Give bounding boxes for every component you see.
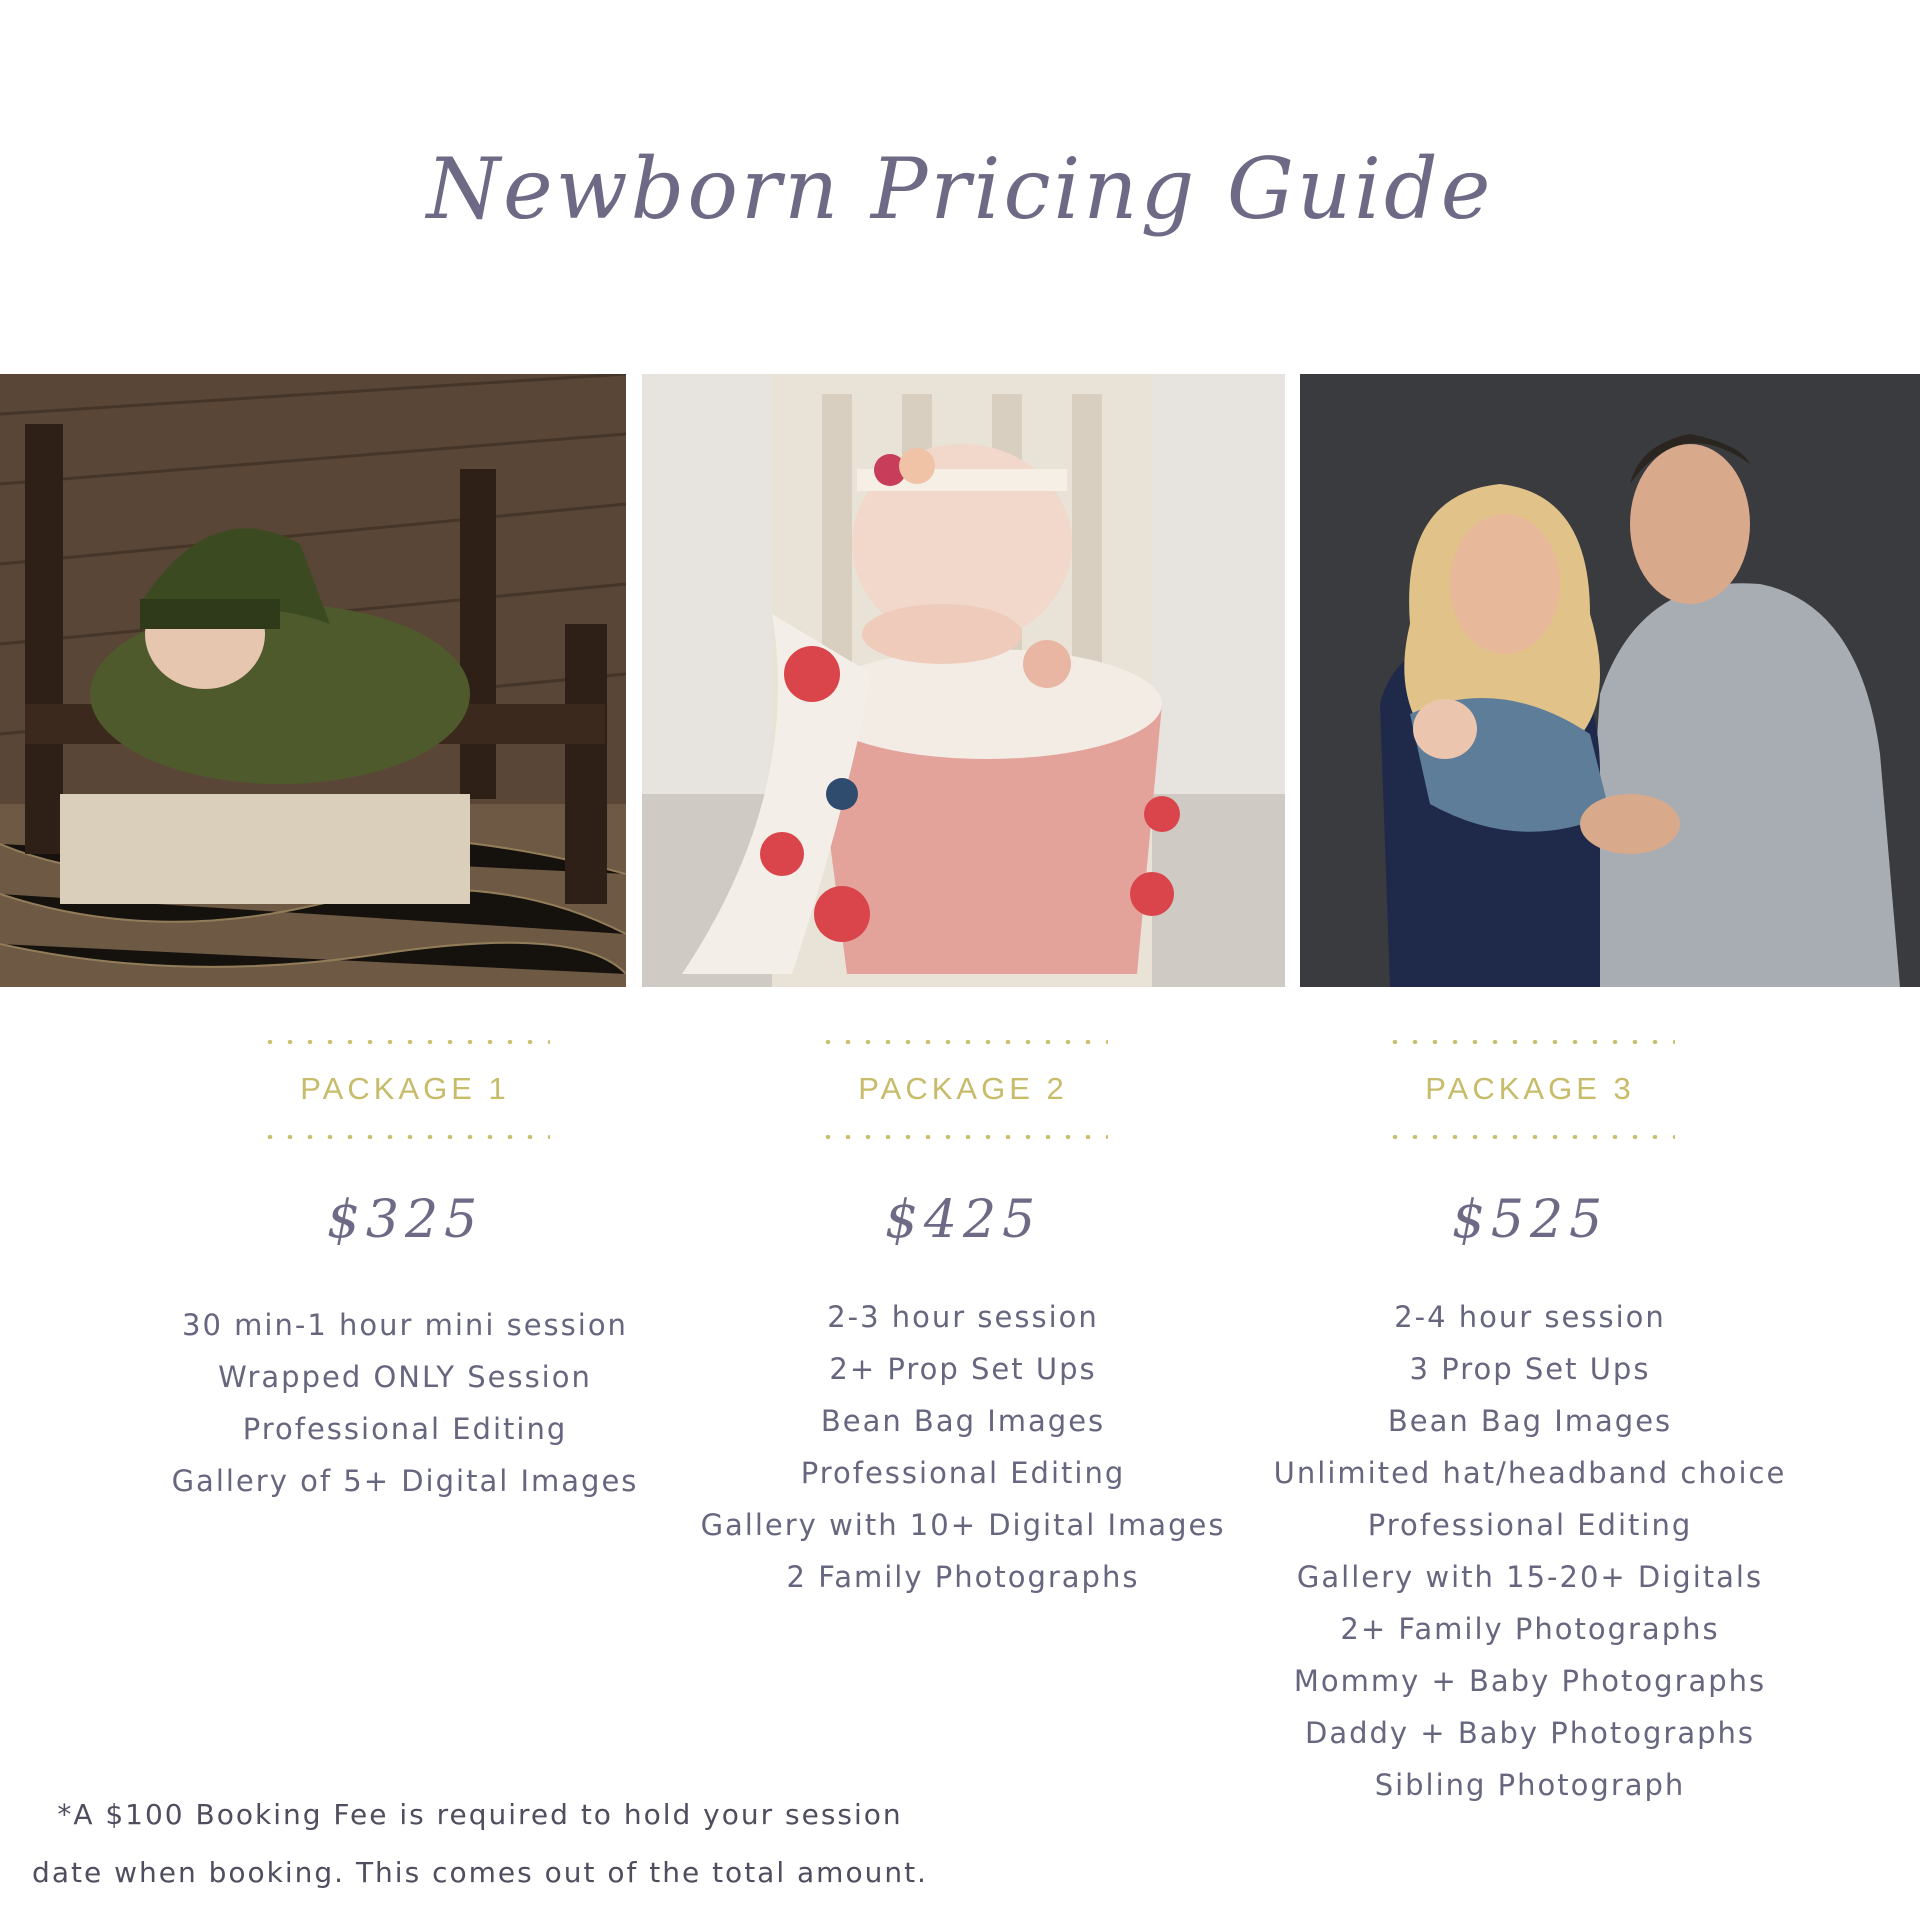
package-name: PACKAGE 2 (858, 1071, 1068, 1106)
feature-item: Professional Editing (242, 1412, 568, 1446)
feature-list (683, 1291, 1243, 1603)
package-price: $325 (326, 1190, 484, 1250)
package-3 (1250, 1040, 1810, 1811)
page-title: Newborn Pricing Guide (426, 140, 1494, 238)
feature-item: Mommy + Baby Photographs (1293, 1664, 1767, 1698)
feature-item: Bean Bag Images (820, 1404, 1106, 1438)
dotted-divider-bottom (818, 1135, 1108, 1139)
feature-item: Professional Editing (1367, 1508, 1693, 1542)
package-2 (683, 1040, 1243, 1603)
feature-item: Gallery of 5+ Digital Images (171, 1464, 639, 1498)
feature-item: Daddy + Baby Photographs (1305, 1716, 1755, 1750)
dotted-divider-top (818, 1040, 1108, 1044)
feature-item: Professional Editing (800, 1456, 1126, 1490)
dotted-divider-top (1385, 1040, 1675, 1044)
feature-item: Unlimited hat/headband choice (1273, 1456, 1787, 1490)
package-name: PACKAGE 3 (1425, 1071, 1635, 1106)
newborn-in-wooden-bed-photo (0, 374, 626, 987)
feature-item: Bean Bag Images (1387, 1404, 1673, 1438)
feature-list (1250, 1291, 1810, 1811)
newborn-in-pink-bucket-photo (642, 374, 1285, 987)
dotted-divider-bottom (260, 1135, 550, 1139)
feature-item: Sibling Photograph (1374, 1768, 1686, 1802)
feature-item: 2+ Family Photographs (1340, 1612, 1720, 1646)
feature-item: 2-3 hour session (827, 1300, 1099, 1334)
booking-fee-note (30, 1786, 930, 1902)
package-1 (125, 1040, 685, 1507)
feature-item: 30 min-1 hour mini session (182, 1308, 628, 1342)
package-name: PACKAGE 1 (300, 1071, 510, 1106)
dotted-divider-bottom (1385, 1135, 1675, 1139)
feature-list (125, 1299, 685, 1507)
feature-item: Gallery with 15-20+ Digitals (1296, 1560, 1764, 1594)
package-price: $425 (884, 1190, 1042, 1250)
feature-item: 2 Family Photographs (786, 1560, 1140, 1594)
booking-fee-note-line-2: date when booking. This comes out of the total amount. (32, 1856, 928, 1889)
feature-item: Wrapped ONLY Session (218, 1360, 592, 1394)
feature-item: Gallery with 10+ Digital Images (700, 1508, 1226, 1542)
package-price: $525 (1451, 1190, 1609, 1250)
feature-item: 3 Prop Set Ups (1409, 1352, 1651, 1386)
dotted-divider-top (260, 1040, 550, 1044)
family-with-newborn-photo (1300, 374, 1920, 987)
feature-item: 2+ Prop Set Ups (829, 1352, 1097, 1386)
booking-fee-note-line-1: *A $100 Booking Fee is required to hold your session (57, 1798, 903, 1831)
feature-item: 2-4 hour session (1394, 1300, 1666, 1334)
